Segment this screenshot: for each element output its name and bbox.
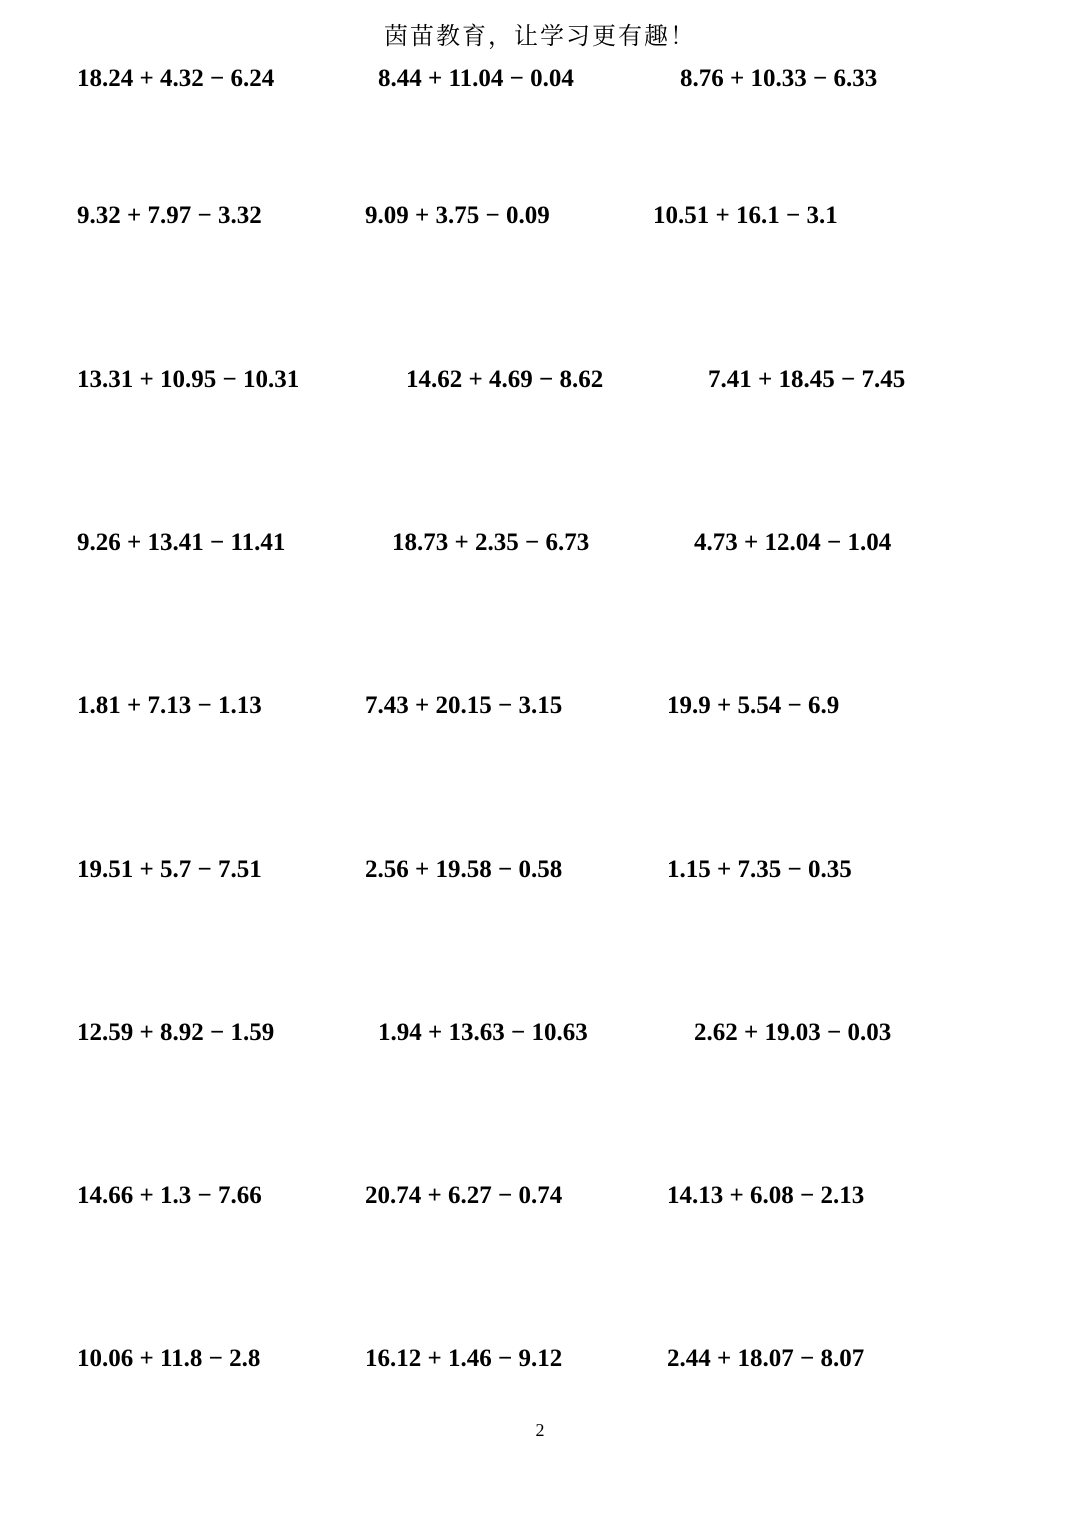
problem-row (0, 62, 1080, 102)
problem-row (0, 1016, 1080, 1056)
problem-row (0, 1342, 1080, 1382)
problem-item: 1.81 + 7.13 − 1.13 (77, 692, 262, 719)
problem-row (0, 199, 1080, 239)
problem-item: 14.62 + 4.69 − 8.62 (406, 366, 604, 393)
problem-item: 4.73 + 12.04 − 1.04 (694, 529, 892, 556)
problem-item: 7.43 + 20.15 − 3.15 (365, 692, 563, 719)
problem-item: 19.9 + 5.54 − 6.9 (667, 692, 840, 719)
problem-item: 7.41 + 18.45 − 7.45 (708, 366, 906, 393)
problem-item: 8.44 + 11.04 − 0.04 (378, 65, 574, 92)
problem-item: 2.62 + 19.03 − 0.03 (694, 1019, 892, 1046)
problem-item: 1.94 + 13.63 − 10.63 (378, 1019, 588, 1046)
problem-item: 9.09 + 3.75 − 0.09 (365, 202, 550, 229)
page-header: 茵苗教育，让学习更有趣！ (384, 22, 696, 50)
problem-item: 12.59 + 8.92 − 1.59 (77, 1019, 275, 1046)
problem-item: 14.66 + 1.3 − 7.66 (77, 1182, 262, 1209)
problem-item: 18.24 + 4.32 − 6.24 (77, 65, 275, 92)
problem-item: 9.32 + 7.97 − 3.32 (77, 202, 262, 229)
problem-row (0, 363, 1080, 403)
problem-row (0, 526, 1080, 566)
problem-item: 13.31 + 10.95 − 10.31 (77, 366, 300, 393)
problem-item: 1.15 + 7.35 − 0.35 (667, 856, 852, 883)
problem-item: 18.73 + 2.35 − 6.73 (392, 529, 590, 556)
page-number: 2 (535, 1420, 545, 1440)
problem-item: 9.26 + 13.41 − 11.41 (77, 529, 286, 556)
problem-item: 2.44 + 18.07 − 8.07 (667, 1345, 865, 1372)
problem-row (0, 689, 1080, 729)
problem-row (0, 1179, 1080, 1219)
problem-item: 10.06 + 11.8 − 2.8 (77, 1345, 261, 1372)
problem-item: 2.56 + 19.58 − 0.58 (365, 856, 563, 883)
problem-item: 20.74 + 6.27 − 0.74 (365, 1182, 563, 1209)
problem-row (0, 853, 1080, 893)
problem-item: 19.51 + 5.7 − 7.51 (77, 856, 262, 883)
problem-item: 8.76 + 10.33 − 6.33 (680, 65, 878, 92)
problem-item: 16.12 + 1.46 − 9.12 (365, 1345, 563, 1372)
problem-item: 14.13 + 6.08 − 2.13 (667, 1182, 865, 1209)
problem-item: 10.51 + 16.1 − 3.1 (653, 202, 838, 229)
